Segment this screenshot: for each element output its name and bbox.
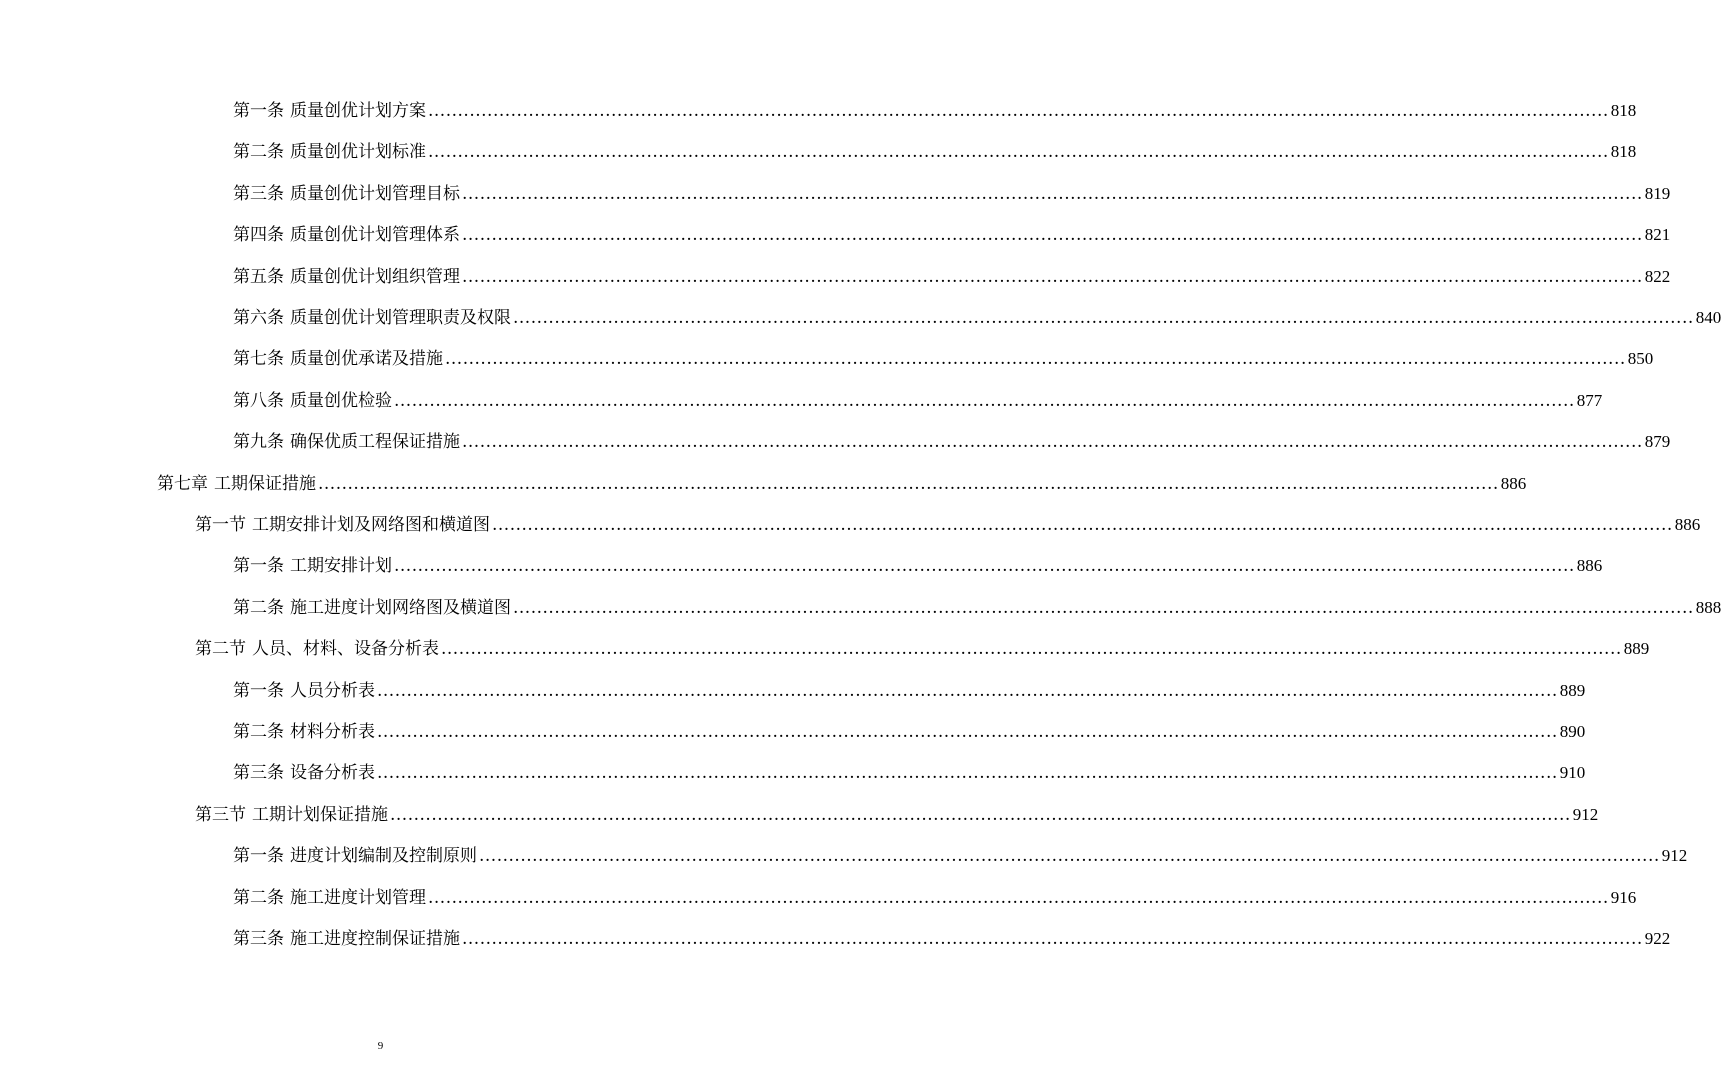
toc-entry-number: 第二节 (195, 639, 246, 660)
toc-entry-number: 第一条 (233, 101, 284, 121)
toc-entry[interactable] (233, 421, 1671, 453)
toc-entry-label (233, 141, 426, 163)
toc-dot-leader: ........................................................................................................................................................................................................ (394, 556, 1575, 577)
toc-dot-leader: ........................................................................................................................................................................................................ (390, 804, 1571, 825)
toc-dot-leader: ........................................................................................................................................................................................................ (513, 308, 1694, 328)
toc-entry-title: 人员、材料、设备分析表 (252, 639, 439, 660)
toc-entry-number: 第二条 (233, 722, 284, 742)
toc-entry-number: 第四条 (233, 225, 284, 246)
toc-entry-label (233, 224, 460, 246)
toc-entry-title: 质量创优计划组织管理 (290, 266, 460, 287)
toc-entry-number: 第三条 (233, 929, 284, 949)
toc-entry[interactable] (195, 628, 1650, 660)
toc-dot-leader: ........................................................................................................................................................................................................ (462, 432, 1643, 453)
toc-entry-page: 890 (1559, 722, 1586, 741)
toc-dot-leader: ........................................................................................................................................................................................................ (318, 473, 1499, 494)
toc-entry[interactable] (233, 587, 1721, 619)
toc-entry-title: 人员分析表 (290, 680, 375, 701)
toc-entry-number: 第九条 (233, 432, 284, 453)
toc-entry[interactable] (233, 670, 1586, 702)
toc-entry-label (233, 307, 511, 329)
toc-entry-label (195, 804, 388, 826)
toc-dot-leader: ........................................................................................................................................................................................................ (462, 266, 1643, 287)
toc-entry[interactable] (233, 711, 1586, 743)
toc-entry-number: 第二条 (233, 887, 284, 908)
toc-entry-title: 施工进度计划管理 (290, 887, 426, 908)
toc-entry-label (233, 721, 375, 743)
toc-entry[interactable] (233, 173, 1671, 205)
toc-dot-leader: ........................................................................................................................................................................................................ (428, 887, 1609, 908)
toc-entry-title: 施工进度计划网络图及横道图 (290, 597, 511, 618)
toc-entry-title: 工期计划保证措施 (252, 804, 388, 825)
toc-entry-label (233, 390, 392, 412)
toc-entry-page: 910 (1559, 763, 1586, 783)
toc-entry[interactable] (233, 338, 1654, 370)
toc-entry-title: 施工进度控制保证措施 (290, 929, 460, 949)
toc-entry-label (233, 348, 443, 370)
toc-dot-leader: ........................................................................................................................................................................................................ (377, 763, 1558, 784)
toc-entry-page: 819 (1644, 183, 1671, 203)
toc-entry[interactable] (233, 380, 1603, 412)
toc-entry[interactable] (233, 214, 1671, 246)
toc-entry-label (233, 431, 460, 453)
page-number: 9 (377, 1040, 384, 1052)
toc-entry-label (157, 473, 316, 495)
toc-entry[interactable] (233, 918, 1671, 950)
toc-entry-number: 第七条 (233, 349, 284, 370)
toc-entry-title: 质量创优检验 (290, 390, 392, 411)
toc-entry[interactable] (233, 131, 1637, 163)
toc-entry[interactable] (195, 504, 1701, 536)
toc-entry-title: 确保优质工程保证措施 (290, 432, 460, 453)
toc-dot-leader: ........................................................................................................................................................................................................ (441, 639, 1622, 660)
toc-entry[interactable] (233, 835, 1688, 867)
toc-entry-page: 840 (1695, 308, 1721, 327)
toc-entry-number: 第七章 (157, 473, 208, 494)
toc-dot-leader: ........................................................................................................................................................................................................ (394, 390, 1575, 411)
toc-entry-number: 第一条 (233, 846, 284, 867)
toc-entry-number: 第三条 (233, 763, 284, 784)
toc-entry-page: 877 (1576, 390, 1603, 410)
toc-entry-number: 第一节 (195, 515, 246, 535)
toc-entry-title: 工期安排计划 (290, 556, 392, 577)
toc-entry[interactable] (233, 90, 1637, 122)
toc-entry-title: 材料分析表 (290, 722, 375, 742)
toc-entry-page: 889 (1559, 680, 1586, 700)
toc-dot-leader: ........................................................................................................................................................................................................ (428, 142, 1609, 163)
toc-entry[interactable] (233, 877, 1637, 909)
toc-entry-title: 质量创优计划管理体系 (290, 225, 460, 246)
toc-entry-number: 第一条 (233, 680, 284, 701)
toc-entry-label (233, 555, 392, 577)
toc-entry-label (195, 638, 439, 660)
toc-entry-label (233, 762, 375, 784)
toc-entry[interactable] (233, 545, 1603, 577)
toc-entry-title: 质量创优计划管理职责及权限 (290, 308, 511, 328)
toc-dot-leader: ........................................................................................................................................................................................................ (462, 225, 1643, 246)
toc-entry[interactable] (233, 256, 1671, 288)
toc-entry-title: 工期安排计划及网络图和横道图 (252, 515, 490, 535)
toc-entry-title: 质量创优计划管理目标 (290, 183, 460, 204)
toc-entry-label (233, 680, 375, 702)
toc-entry-label (233, 100, 426, 122)
toc-entry-label (195, 514, 490, 536)
toc-entry-label (233, 928, 460, 950)
toc-entry-title: 质量创优计划方案 (290, 101, 426, 121)
toc-entry-title: 质量创优计划标准 (290, 142, 426, 163)
toc-entry-page: 850 (1627, 349, 1654, 369)
toc-entry-number: 第三节 (195, 804, 246, 825)
toc-entry-title: 工期保证措施 (214, 473, 316, 494)
toc-entry-label (233, 597, 511, 619)
toc-dot-leader: ........................................................................................................................................................................................................ (462, 183, 1643, 204)
toc-entry[interactable] (195, 794, 1599, 826)
toc-entry-title: 质量创优承诺及措施 (290, 349, 443, 370)
toc-entry-label (233, 845, 477, 867)
toc-dot-leader: ........................................................................................................................................................................................................ (513, 597, 1694, 618)
toc-entry-page: 886 (1576, 556, 1603, 576)
toc-entry-page: 886 (1500, 473, 1527, 493)
toc-entry-page: 818 (1610, 142, 1637, 162)
toc-entry-number: 第八条 (233, 390, 284, 411)
toc-entry-number: 第三条 (233, 183, 284, 204)
toc-entry-label (233, 266, 460, 288)
toc-entry-page: 922 (1644, 929, 1671, 948)
toc-entry-title: 设备分析表 (290, 763, 375, 784)
toc-entry-number: 第五条 (233, 266, 284, 287)
toc-entry-label (233, 887, 426, 909)
toc-entry-page: 888 (1695, 597, 1721, 617)
toc-dot-leader: ........................................................................................................................................................................................................ (428, 101, 1609, 121)
toc-entry[interactable] (157, 463, 1527, 495)
toc-dot-leader: ........................................................................................................................................................................................................ (462, 929, 1643, 949)
toc-entry-number: 第二条 (233, 597, 284, 618)
toc-dot-leader: ........................................................................................................................................................................................................ (445, 349, 1626, 370)
toc-entry-page: 889 (1623, 639, 1650, 659)
toc-entry-page: 879 (1644, 432, 1671, 452)
toc-dot-leader: ........................................................................................................................................................................................................ (377, 722, 1558, 742)
toc-entry-page: 886 (1674, 515, 1701, 534)
toc-dot-leader: ........................................................................................................................................................................................................ (479, 846, 1660, 867)
toc-entry-page: 912 (1572, 804, 1599, 824)
toc-entry-number: 第六条 (233, 308, 284, 328)
toc-entry-number: 第一条 (233, 556, 284, 577)
toc-entry-page: 821 (1644, 225, 1671, 245)
toc-dot-leader: ........................................................................................................................................................................................................ (377, 680, 1558, 701)
toc-entry-title: 进度计划编制及控制原则 (290, 846, 477, 867)
toc-entry-page: 916 (1610, 887, 1637, 907)
toc-dot-leader: ........................................................................................................................................................................................................ (492, 515, 1673, 535)
toc-entry-page: 912 (1661, 846, 1688, 866)
toc-entry-label (233, 183, 460, 205)
toc-entry[interactable] (233, 752, 1586, 784)
toc-entry-page: 818 (1610, 101, 1637, 120)
toc-entry-number: 第二条 (233, 142, 284, 163)
toc-entry[interactable] (233, 297, 1721, 329)
toc-entry-page: 822 (1644, 266, 1671, 286)
